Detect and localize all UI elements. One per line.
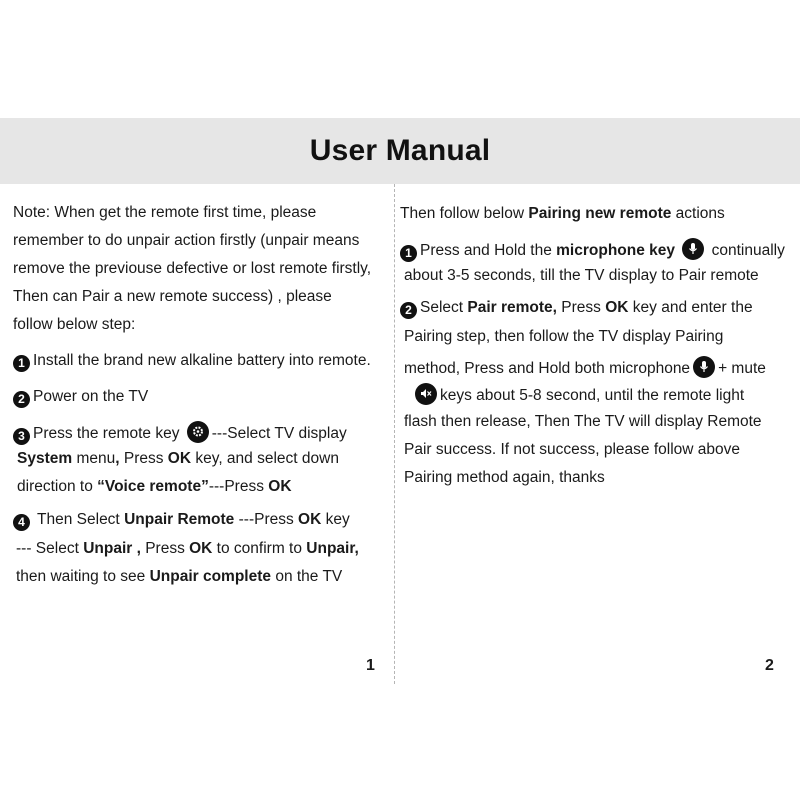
step-number-1: 1 [400,245,417,262]
left-step-3-line-2: System menu, Press OK key, and select down [17,450,339,467]
note-line-5: follow below step: [13,316,136,333]
left-step-2-text: Power on the TV [33,388,149,405]
page-divider [394,184,395,684]
step-number-3: 3 [13,428,30,445]
mute-icon [415,383,437,405]
microphone-icon [693,356,715,378]
note-line-1: Note: When get the remote first time, please [13,204,317,221]
note-line-3: remove the previouse defective or lost remote firstly, [13,260,372,277]
step-number-2: 2 [400,302,417,319]
gear-icon [187,421,209,443]
left-step-3-line-1: 3 Press the remote key ---Select TV display [13,421,347,445]
page-number-left: 1 [366,657,375,674]
right-step-1-line-2: about 3-5 seconds, till the TV display to Pair remote [404,267,759,284]
right-step-2-line-4: keys about 5-8 second, until the remote light [412,383,744,406]
left-step-1-text: Install the brand new alkaline battery into remote. [33,352,371,369]
left-step-2 [13,387,148,408]
right-step-2-line-3: method, Press and Hold both microphone + mute [404,356,766,379]
page-title: User Manual [309,134,491,167]
step-number-2: 2 [13,391,30,408]
right-intro: Then follow below Pairing new remote actions [400,205,725,222]
page-number-right: 2 [765,657,774,674]
right-step-2-line-1: 2 Select Pair remote, Press OK key and enter the [400,298,753,319]
step-number-4: 4 [13,514,30,531]
right-step-2-line-5: flash then release, Then The TV will display Remote [404,413,762,430]
left-step-4-line-1: 4 Then Select Unpair Remote ---Press OK key [13,510,350,531]
note-line-2: remember to do unpair action firstly (unpair means [13,232,360,249]
right-step-1-line-1: 1 Press and Hold the microphone key continually [400,238,785,262]
left-step-3-line-3: direction to “Voice remote”---Press OK [17,478,292,495]
right-step-2-line-6: Pair success. If not success, please follow above [404,441,740,458]
right-step-2-line-7: Pairing method again, thanks [404,469,605,486]
right-step-2-line-2: Pairing step, then follow the TV display Pairing [404,328,724,345]
left-step-4-line-2: --- Select Unpair , Press OK to confirm to Unpair, [16,540,359,557]
step-number-1: 1 [13,355,30,372]
left-step-1 [13,351,371,372]
left-step-4-line-3: then waiting to see Unpair complete on the TV [16,568,343,585]
note-line-4: Then can Pair a new remote success) , please [13,288,332,305]
microphone-icon [682,238,704,260]
